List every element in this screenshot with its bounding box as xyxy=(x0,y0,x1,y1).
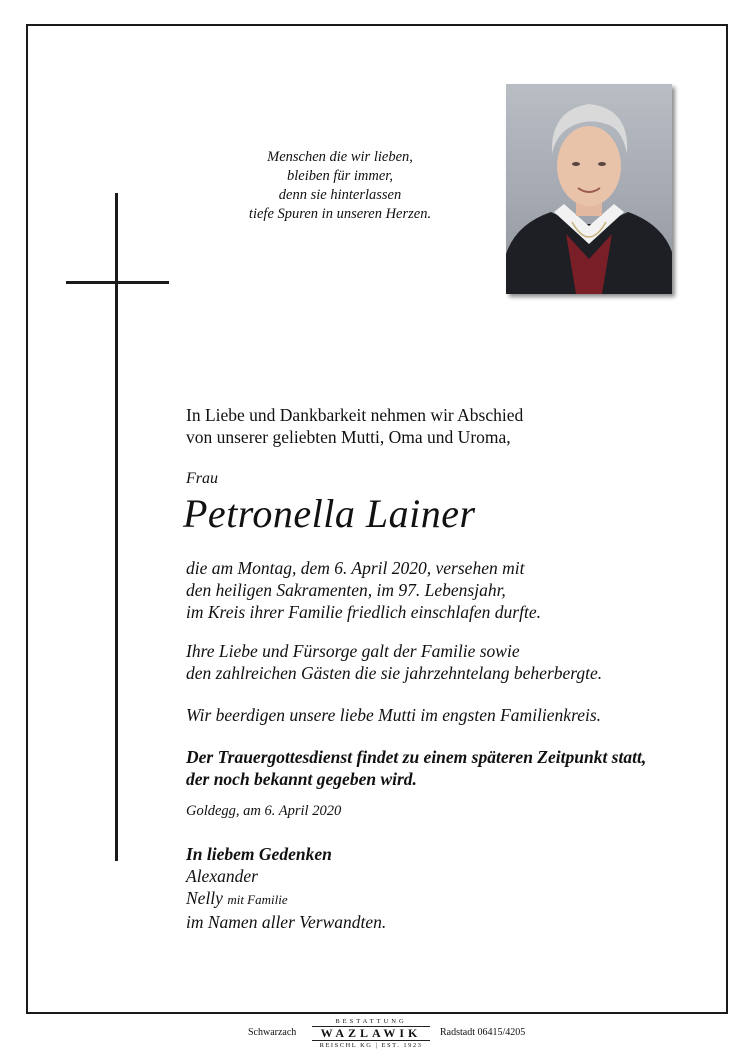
logo-top-text: BESTATTUNG xyxy=(335,1018,407,1025)
tribute xyxy=(186,640,602,684)
mourners-closing: im Namen aller Verwandten. xyxy=(186,912,387,932)
burial-note xyxy=(186,704,601,726)
logo-bottom-text: REISCHL KG | EST. 1923 xyxy=(319,1042,423,1049)
service-line: Der Trauergottesdienst findet zu einem späteren Zeitpunkt statt, xyxy=(186,747,647,767)
poem-line: Menschen die wir lieben, xyxy=(267,149,413,165)
portrait-photo-icon xyxy=(506,84,672,294)
logo-brand-text: WAZLAWIK xyxy=(312,1026,430,1041)
cross-icon-crossbar xyxy=(66,281,169,284)
tribute-line: den zahlreichen Gästen die sie jahrzehntelang beherbergte. xyxy=(186,663,603,683)
death-notice-line: den heiligen Sakramenten, im 97. Lebensjahr, xyxy=(186,580,506,600)
tribute-line: Ihre Liebe und Fürsorge galt der Familie sowie xyxy=(186,641,520,661)
poem-line: bleiben für immer, xyxy=(287,168,393,184)
mourners xyxy=(186,843,386,933)
death-notice-line: die am Montag, dem 6. April 2020, versehen mit xyxy=(186,558,525,578)
mourner-name-text: Nelly xyxy=(186,888,223,908)
mourners-heading: In liebem Gedenken xyxy=(186,844,332,864)
farewell-intro xyxy=(186,404,523,448)
footer xyxy=(0,1016,750,1056)
death-notice-line: im Kreis ihrer Familie friedlich einschlafen durfte. xyxy=(186,602,541,622)
mourner-name xyxy=(186,865,386,887)
burial-line: Wir beerdigen unsere liebe Mutti im engsten Familienkreis. xyxy=(186,705,602,725)
service-line: der noch bekannt gegeben wird. xyxy=(186,769,417,789)
mourner-name-text: Alexander xyxy=(186,866,258,886)
portrait-photo xyxy=(506,84,672,294)
deceased-name: Petronella Lainer xyxy=(183,491,476,536)
death-notice xyxy=(186,557,541,623)
poem-line: tiefe Spuren in unseren Herzen. xyxy=(248,206,432,222)
poem-line: denn sie hinterlassen xyxy=(278,187,402,203)
mourner-name xyxy=(186,887,386,911)
intro-line: von unserer geliebten Mutti, Oma und Uroma, xyxy=(186,427,511,447)
place-date: Goldegg, am 6. April 2020 xyxy=(186,803,342,819)
service-notice xyxy=(186,746,646,790)
salutation: Frau xyxy=(186,470,218,487)
mourner-suffix: mit Familie xyxy=(227,892,288,907)
memorial-poem xyxy=(210,148,470,224)
cross-icon xyxy=(115,193,118,861)
footer-location-left: Schwarzach xyxy=(248,1027,297,1038)
footer-location-right: Radstadt 06415/4205 xyxy=(440,1027,526,1038)
funeral-home-logo xyxy=(312,1018,430,1050)
intro-line: In Liebe und Dankbarkeit nehmen wir Abschied xyxy=(186,405,524,425)
